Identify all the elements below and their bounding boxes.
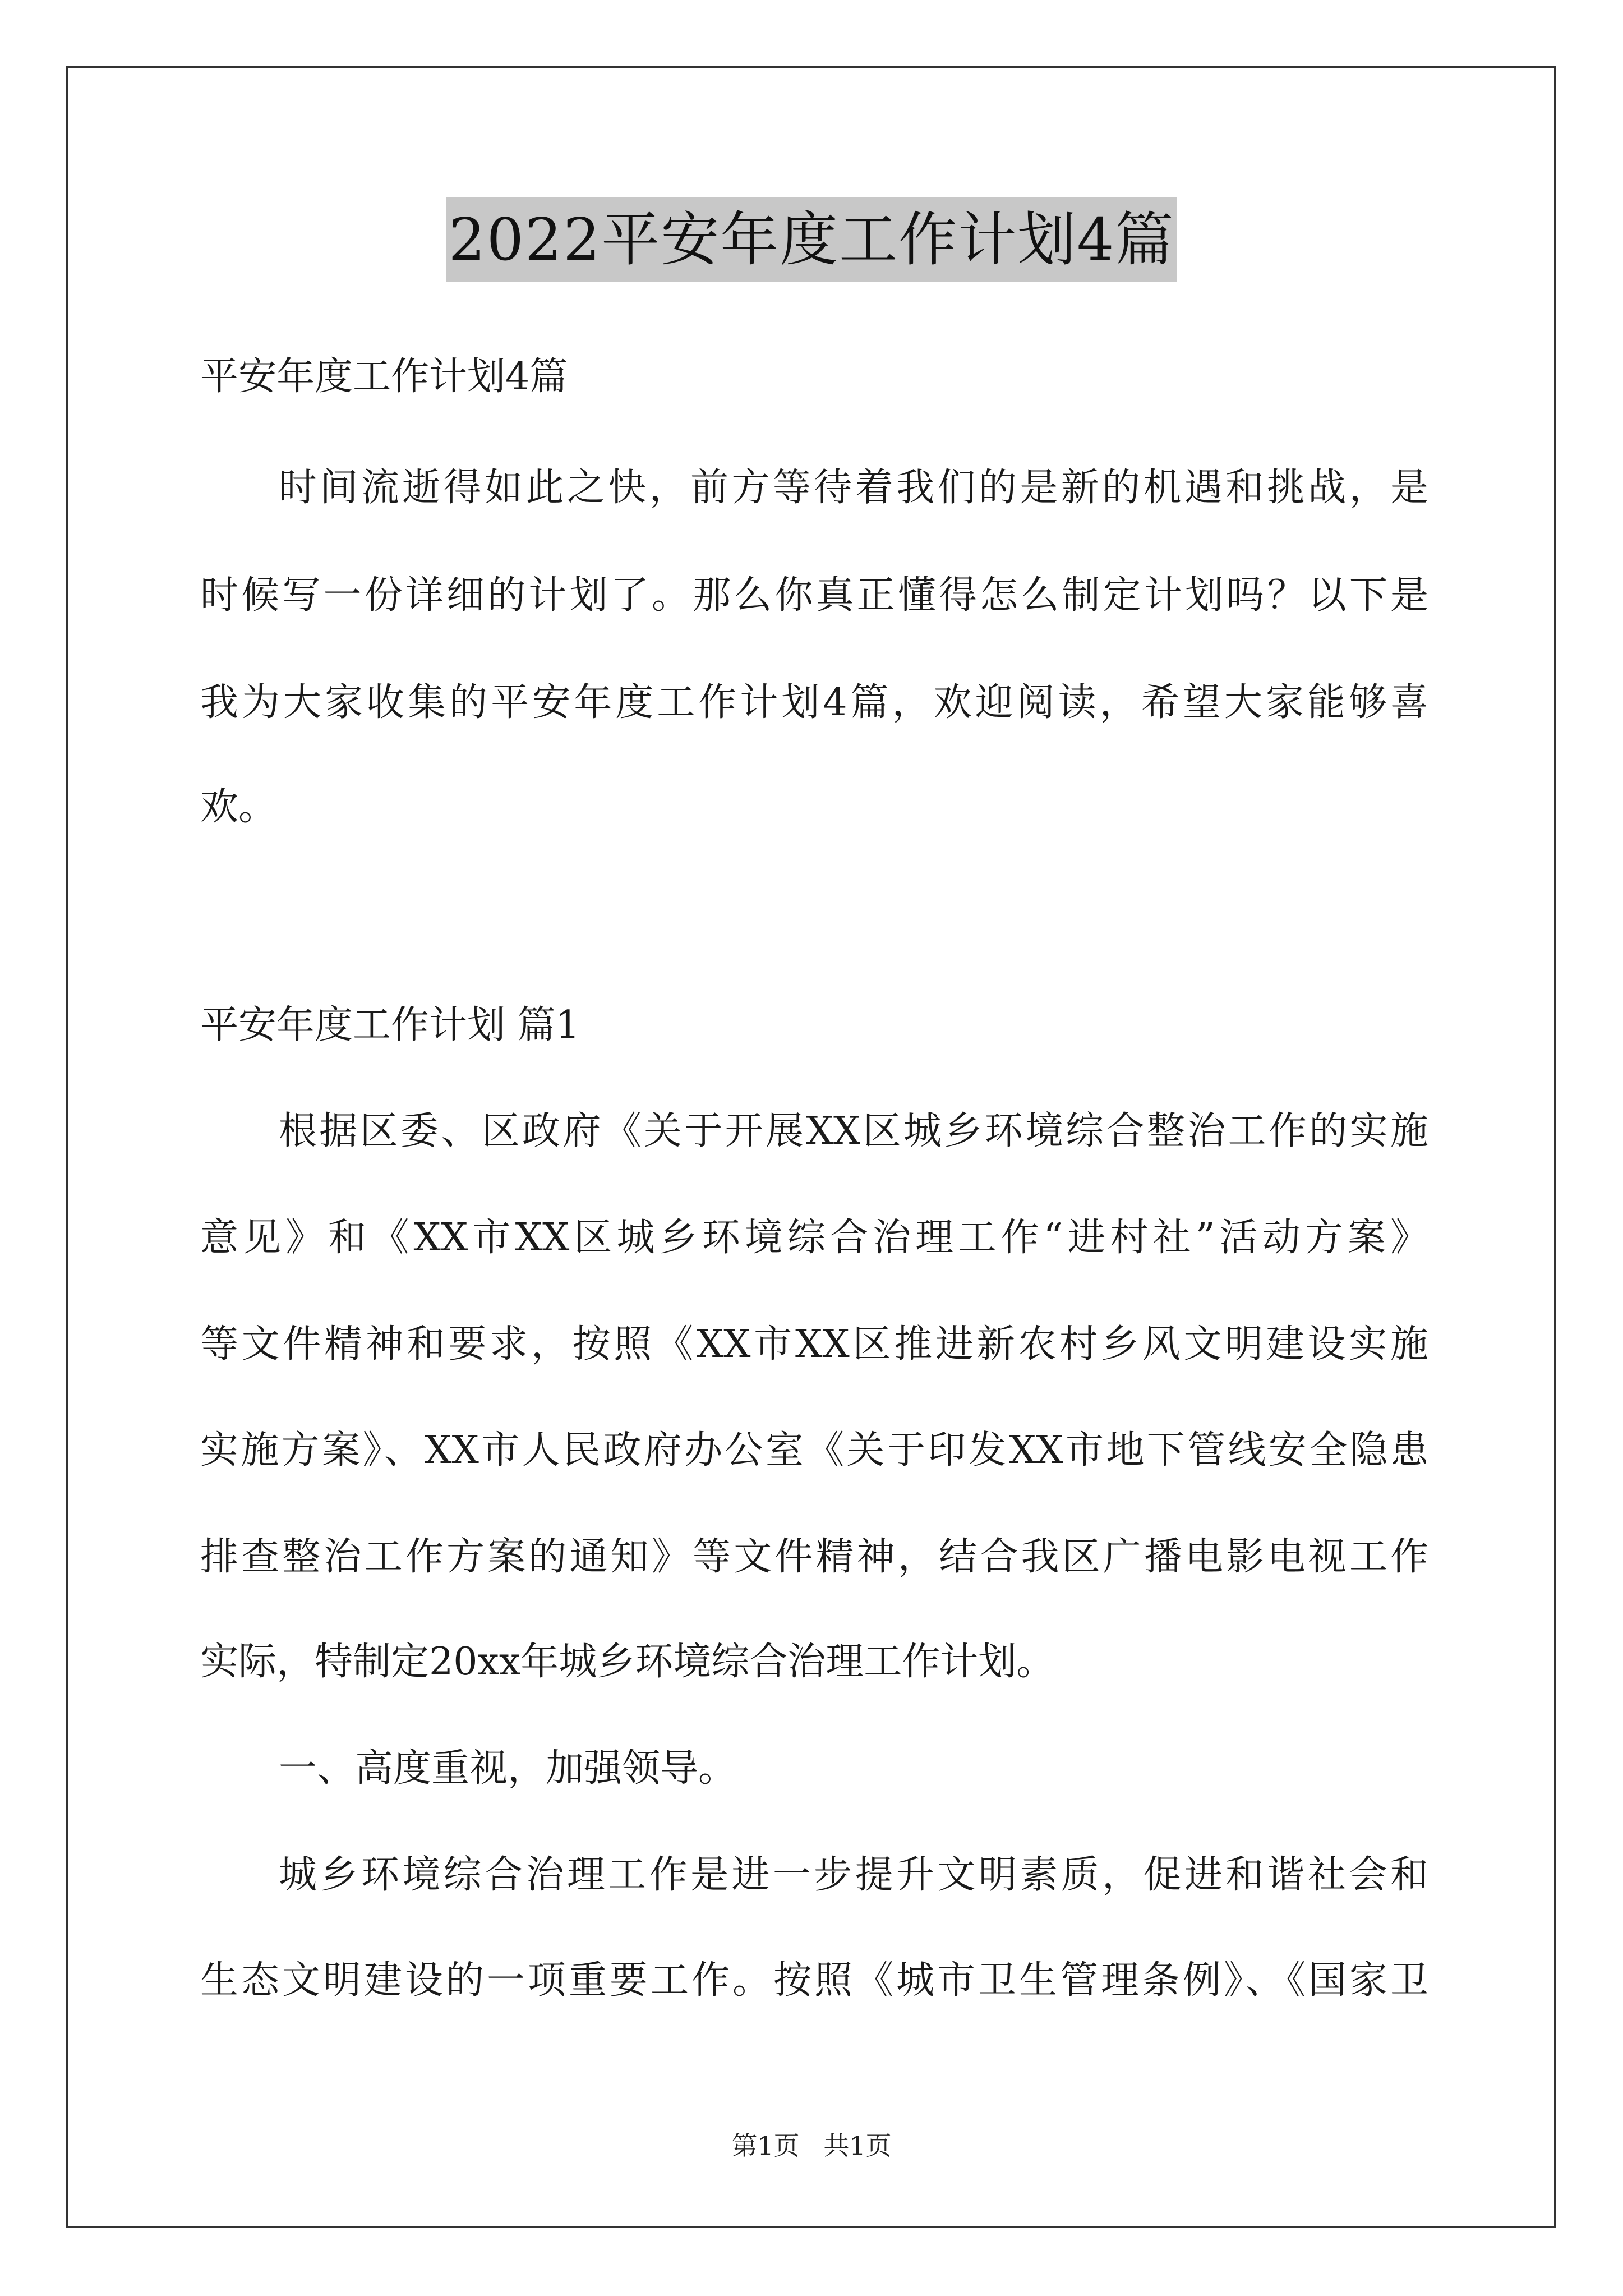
paragraph-line: 欢。: [200, 785, 277, 829]
paragraph-line: 意见》和《XX市XX区城乡环境综合治理工作“进村社”活动方案》: [200, 1216, 1428, 1260]
paragraph-line: 城乡环境综合治理工作是进一步提升文明素质，促进和谐社会和: [279, 1853, 1428, 1897]
paragraph-line: 排查整治工作方案的通知》等文件精神，结合我区广播电影电视工作: [200, 1535, 1428, 1579]
subheading-line: 一、高度重视，加强领导。: [279, 1746, 737, 1791]
paragraph-line: 实施方案》、XX市人民政府办公室《关于印发XX市地下管线安全隐患: [200, 1428, 1428, 1473]
document-title: 2022平安年度工作计划4篇: [446, 197, 1177, 282]
paragraph-line: 实际，特制定20xx年城乡环境综合治理工作计划。: [200, 1640, 1055, 1684]
paragraph-line: 时候写一份详细的计划了。那么你真正懂得怎么制定计划吗？以下是: [200, 573, 1428, 618]
title-container: [0, 197, 1623, 282]
paragraph-line: 我为大家收集的平安年度工作计划4篇，欢迎阅读，希望大家能够喜: [200, 680, 1428, 725]
page-number: 第1页: [731, 2131, 800, 2161]
subtitle-line: 平安年度工作计划4篇: [200, 355, 568, 399]
page-footer: [0, 2129, 1623, 2162]
paragraph-line: 时间流逝得如此之快，前方等待着我们的是新的机遇和挑战，是: [279, 466, 1428, 510]
section-heading: 平安年度工作计划 篇1: [200, 1003, 580, 1047]
paragraph-line: 根据区委、区政府《关于开展XX区城乡环境综合整治工作的实施: [279, 1109, 1428, 1153]
paragraph-line: 生态文明建设的一项重要工作。按照《城市卫生管理条例》、《国家卫: [200, 1958, 1428, 2003]
paragraph-line: 等文件精神和要求，按照《XX市XX区推进新农村乡风文明建设实施: [200, 1322, 1428, 1366]
page-total: 共1页: [823, 2131, 892, 2161]
